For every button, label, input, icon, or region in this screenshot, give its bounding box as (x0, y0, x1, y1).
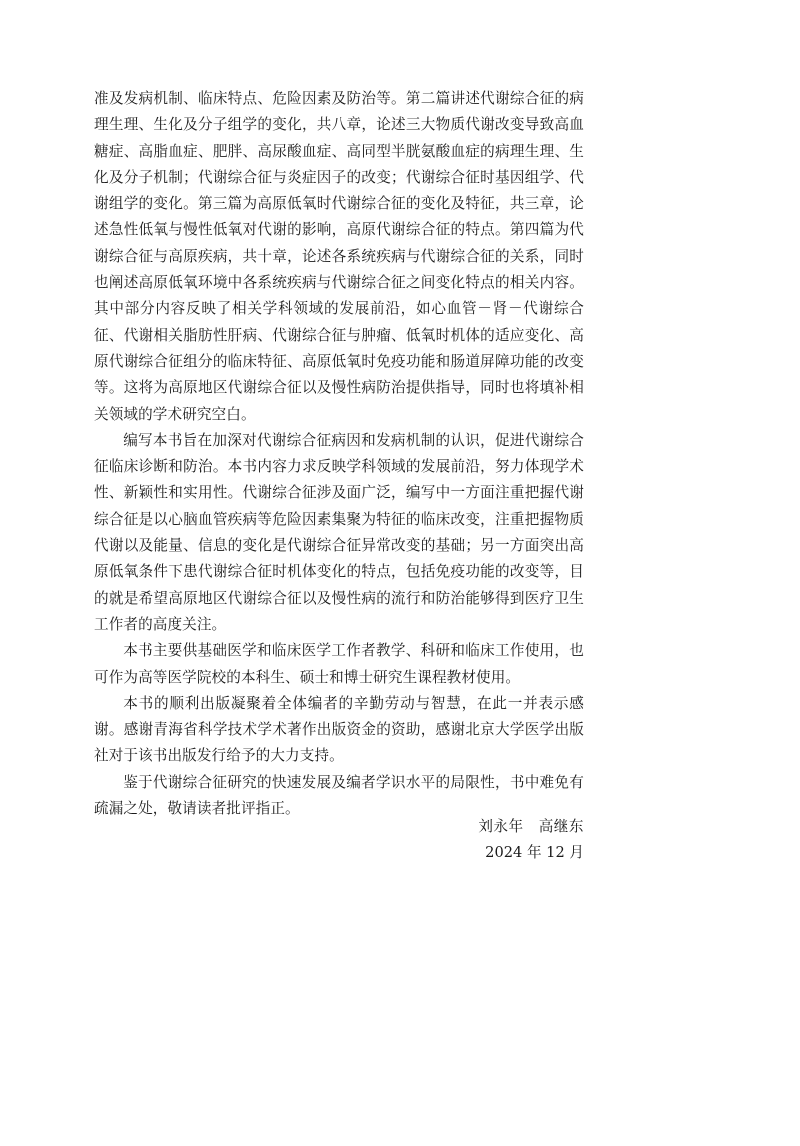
paragraph-audience: 本书主要供基础医学和临床医学工作者教学、科研和临床工作使用，也可作为高等医学院校的本科生、硕士和博士研究生课程教材使用。 (94, 642, 584, 686)
signature-date: 2024 年 12 月 (485, 844, 584, 861)
paragraph-disclaimer: 鉴于代谢综合征研究的快速发展及编者学识水平的局限性，书中难免有疏漏之处，敬请读者批评指正。 (94, 773, 584, 818)
paragraph-acknowledgement: 本书的顺利出版凝聚着全体编者的辛勤劳动与智慧，在此一并表示感谢。感谢青海省科学技术学术著作出版资金的资助，感谢北京大学医学出版社对于该书出版发行给予的大力支持。 (94, 694, 584, 765)
paragraph-purpose: 编写本书旨在加深对代谢综合征病因和发病机制的认识，促进代谢综合征临床诊断和防治。本书内容力求反映学科领域的发展前沿，努力体现学术性、新颖性和实用性。代谢综合征涉及面广泛，编写中一方面注重把握代谢综合征是以心脑血管疾病等危险因素集聚为特征的临床改变，注重把握物质代谢以及能量、信息的变化是代谢综合征异常改变的基础；另一方面突出高原低氧条件下患代谢综合征时机体变化的特点，包括免疫功能的改变等，目的就是希望高原地区代谢综合征以及慢性病的流行和防治能够得到医疗卫生工作者的高度关注。 (94, 431, 584, 633)
signature-authors: 刘永年 高继东 (478, 818, 584, 835)
preface-body (94, 86, 584, 822)
paragraph-continued: 准及发病机制、临床特点、危险因素及防治等。第二篇讲述代谢综合征的病理生理、生化及分子组学的变化，共八章，论述三大物质代谢改变导致高血糖症、高脂血症、肥胖、高尿酸血症、高同型半胱氨酸血症的病理生理、生化及分子机制；代谢综合征与炎症因子的改变；代谢综合征时基因组学、代谢组学的变化。第三篇为高原低氧时代谢综合征的变化及特征，共三章，论述急性低氧与慢性低氧对代谢的影响，高原代谢综合征的特点。第四篇为代谢综合征与高原疾病，共十章，论述各系统疾病与代谢综合征的关系，同时也阐述高原低氧环境中各系统疾病与代谢综合征之间变化特点的相关内容。其中部分内容反映了相关学科领域的发展前沿，如心血管－肾－代谢综合征、代谢相关脂肪性肝病、代谢综合征与肿瘤、低氧时机体的适应变化、高原代谢综合征组分的临床特征、高原低氧时免疫功能和肠道屏障功能的改变等。这将为高原地区代谢综合征以及慢性病防治提供指导，同时也将填补相关领域的学术研究空白。 (94, 90, 584, 423)
